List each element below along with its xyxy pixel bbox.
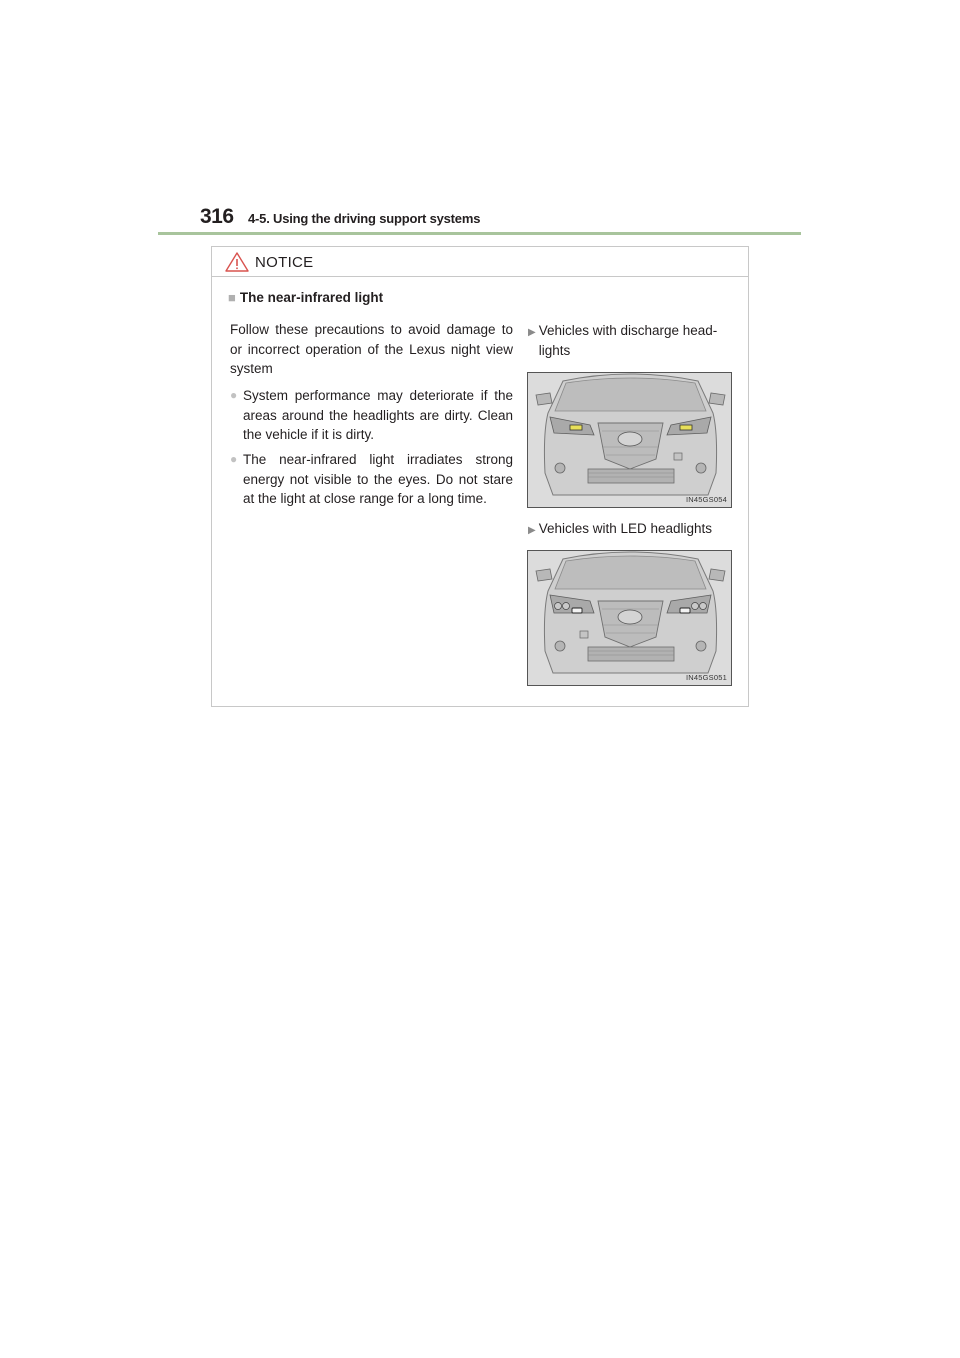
car-front-drawing [528,373,732,508]
subheading-text: The near-infrared light [239,290,384,305]
notice-label: NOTICE [255,254,314,271]
round-bullet-icon: ● [230,452,238,466]
car-front-illustration-discharge [527,372,732,508]
list-item [230,450,513,509]
triangle-pointer-icon: ▶ [528,525,536,536]
figure-label-text: Vehicles with discharge head-lights [538,323,718,358]
section-title: 4-5. Using the driving support systems [248,211,481,226]
header-rule [158,232,801,235]
subheading [228,290,383,305]
car-front-drawing [528,551,732,686]
page-number: 316 [200,205,234,228]
notice-box [211,246,749,707]
car-front-illustration-led [527,550,732,686]
list-item [230,386,513,445]
round-bullet-icon: ● [230,388,238,402]
square-bullet-icon: ■ [228,290,236,305]
figure-code: IN45GS054 [686,495,727,504]
figure-label [528,321,738,360]
triangle-pointer-icon: ▶ [528,327,536,338]
list-item-text: The near-infrared light irradiates strong energy not visible to the eyes. Do not stare at the light at close range for a long time. [243,452,513,506]
warning-triangle-icon [225,252,249,272]
list-item-text: System performance may deteriorate if the areas around the headlights are dirty. Clean the vehicle if it is dirty. [243,388,513,442]
figure-label-text: Vehicles with LED headlights [538,521,713,536]
figure-code: IN45GS051 [686,673,727,682]
notice-title-bar [212,247,748,277]
intro-paragraph: Follow these precautions to avoid damage to or incorrect operation of the Lexus night view system [230,322,513,376]
page-header [200,205,800,235]
figure-label [528,519,738,541]
